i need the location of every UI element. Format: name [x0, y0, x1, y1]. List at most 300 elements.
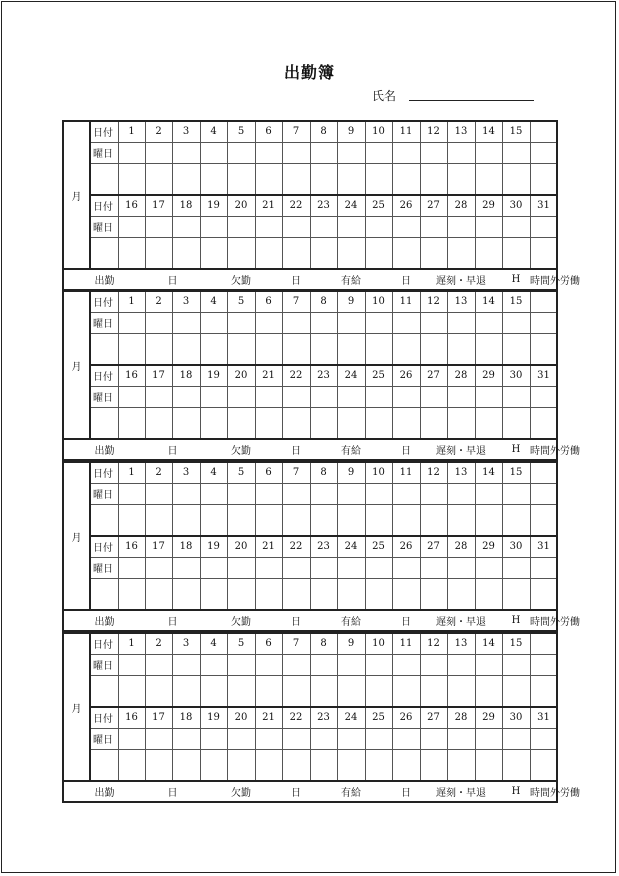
- attendance-entry-cell[interactable]: [502, 163, 530, 195]
- summary-unit-days[interactable]: 日: [282, 269, 310, 290]
- attendance-entry-cell[interactable]: [420, 333, 447, 365]
- weekday-cell[interactable]: [420, 483, 447, 504]
- attendance-entry-cell[interactable]: [502, 333, 530, 365]
- attendance-entry-cell[interactable]: [90, 237, 118, 269]
- attendance-entry-cell[interactable]: [475, 163, 502, 195]
- attendance-entry-cell[interactable]: [255, 578, 282, 610]
- weekday-cell[interactable]: [227, 142, 255, 163]
- weekday-cell[interactable]: [145, 654, 172, 675]
- weekday-cell[interactable]: [420, 728, 447, 749]
- weekday-cell[interactable]: [392, 557, 420, 578]
- attendance-entry-cell[interactable]: [145, 675, 172, 707]
- attendance-entry-cell[interactable]: [172, 749, 200, 781]
- weekday-cell[interactable]: [200, 216, 227, 237]
- weekday-cell[interactable]: [255, 142, 282, 163]
- weekday-cell[interactable]: [392, 312, 420, 333]
- attendance-entry-cell[interactable]: [118, 333, 145, 365]
- weekday-cell[interactable]: [310, 557, 337, 578]
- attendance-entry-cell[interactable]: [282, 675, 310, 707]
- attendance-entry-cell[interactable]: [227, 333, 255, 365]
- day-number: 2: [145, 633, 172, 654]
- attendance-entry-cell[interactable]: [282, 504, 310, 536]
- weekday-cell[interactable]: [420, 216, 447, 237]
- attendance-entry-cell[interactable]: [475, 333, 502, 365]
- attendance-entry-cell[interactable]: [200, 504, 227, 536]
- attendance-entry-cell[interactable]: [255, 333, 282, 365]
- attendance-entry-cell[interactable]: [90, 578, 118, 610]
- weekday-cell[interactable]: [365, 483, 392, 504]
- attendance-entry-cell[interactable]: [337, 333, 365, 365]
- weekday-cell[interactable]: [172, 142, 200, 163]
- attendance-entry-cell[interactable]: [337, 504, 365, 536]
- attendance-entry-cell[interactable]: [145, 504, 172, 536]
- attendance-entry-cell[interactable]: [502, 578, 530, 610]
- month-cell[interactable]: 月: [63, 291, 90, 439]
- weekday-cell[interactable]: [172, 386, 200, 407]
- weekday-cell[interactable]: [118, 654, 145, 675]
- weekday-cell[interactable]: [255, 483, 282, 504]
- attendance-entry-cell[interactable]: [530, 504, 557, 536]
- weekday-cell[interactable]: [310, 483, 337, 504]
- weekday-cell[interactable]: [420, 312, 447, 333]
- attendance-entry-cell[interactable]: [172, 333, 200, 365]
- attendance-entry-cell[interactable]: [255, 504, 282, 536]
- attendance-entry-cell[interactable]: [145, 749, 172, 781]
- attendance-entry-cell[interactable]: [530, 578, 557, 610]
- attendance-entry-cell[interactable]: [310, 504, 337, 536]
- attendance-entry-cell[interactable]: [365, 504, 392, 536]
- weekday-cell[interactable]: [502, 216, 530, 237]
- weekday-cell[interactable]: [530, 386, 557, 407]
- weekday-cell[interactable]: [310, 216, 337, 237]
- attendance-entry-cell[interactable]: [282, 333, 310, 365]
- attendance-entry-cell[interactable]: [282, 578, 310, 610]
- month-cell[interactable]: 月: [63, 121, 90, 269]
- attendance-entry-cell[interactable]: [310, 237, 337, 269]
- weekday-cell[interactable]: [420, 654, 447, 675]
- attendance-entry-cell[interactable]: [200, 675, 227, 707]
- weekday-cell[interactable]: [200, 557, 227, 578]
- weekday-cell[interactable]: [255, 216, 282, 237]
- weekday-cell[interactable]: [475, 216, 502, 237]
- attendance-entry-cell[interactable]: [530, 675, 557, 707]
- attendance-entry-cell[interactable]: [118, 237, 145, 269]
- attendance-entry-cell[interactable]: [365, 237, 392, 269]
- attendance-entry-cell[interactable]: [392, 333, 420, 365]
- attendance-entry-cell[interactable]: [365, 578, 392, 610]
- summary-unit-hours[interactable]: H: [502, 269, 530, 290]
- weekday-cell[interactable]: [282, 483, 310, 504]
- weekday-cell[interactable]: [200, 728, 227, 749]
- weekday-cell[interactable]: [475, 142, 502, 163]
- attendance-entry-cell[interactable]: [392, 163, 420, 195]
- date-row-label: 日付: [90, 195, 118, 216]
- attendance-entry-cell[interactable]: [200, 749, 227, 781]
- weekday-cell[interactable]: [475, 386, 502, 407]
- attendance-entry-cell[interactable]: [145, 407, 172, 439]
- attendance-entry-cell[interactable]: [392, 407, 420, 439]
- attendance-entry-cell[interactable]: [310, 749, 337, 781]
- weekday-cell[interactable]: [118, 312, 145, 333]
- weekday-cell[interactable]: [365, 216, 392, 237]
- weekday-cell[interactable]: [337, 557, 365, 578]
- attendance-entry-cell[interactable]: [530, 237, 557, 269]
- attendance-entry-cell[interactable]: [365, 675, 392, 707]
- weekday-cell[interactable]: [447, 483, 475, 504]
- weekday-cell[interactable]: [282, 557, 310, 578]
- weekday-cell[interactable]: [310, 728, 337, 749]
- weekday-cell[interactable]: [365, 312, 392, 333]
- day-number: 28: [447, 365, 475, 386]
- day-number: 27: [420, 365, 447, 386]
- summary-unit-days[interactable]: 日: [145, 269, 200, 290]
- weekday-cell[interactable]: [227, 312, 255, 333]
- weekday-cell[interactable]: [227, 728, 255, 749]
- name-field[interactable]: [409, 100, 534, 101]
- attendance-entry-cell[interactable]: [227, 407, 255, 439]
- weekday-cell[interactable]: [227, 386, 255, 407]
- attendance-entry-cell[interactable]: [420, 578, 447, 610]
- weekday-cell[interactable]: [502, 483, 530, 504]
- summary-unit-days[interactable]: 日: [282, 439, 310, 460]
- weekday-cell[interactable]: [447, 654, 475, 675]
- attendance-entry-cell[interactable]: [475, 504, 502, 536]
- attendance-entry-cell[interactable]: [447, 675, 475, 707]
- date-row-label: 日付: [90, 291, 118, 312]
- attendance-entry-cell[interactable]: [447, 504, 475, 536]
- weekday-cell[interactable]: [227, 654, 255, 675]
- attendance-entry-cell[interactable]: [447, 163, 475, 195]
- weekday-cell[interactable]: [255, 312, 282, 333]
- attendance-entry-cell[interactable]: [145, 333, 172, 365]
- weekday-cell[interactable]: [530, 483, 557, 504]
- attendance-entry-cell[interactable]: [172, 237, 200, 269]
- attendance-entry-cell[interactable]: [145, 237, 172, 269]
- weekday-cell[interactable]: [310, 312, 337, 333]
- attendance-entry-cell[interactable]: [447, 749, 475, 781]
- summary-unit-days[interactable]: 日: [282, 610, 310, 631]
- attendance-entry-cell[interactable]: [420, 407, 447, 439]
- weekday-cell[interactable]: [145, 483, 172, 504]
- day-number: 26: [392, 536, 420, 557]
- attendance-entry-cell[interactable]: [502, 749, 530, 781]
- attendance-entry-cell[interactable]: [255, 675, 282, 707]
- attendance-entry-cell[interactable]: [200, 407, 227, 439]
- day-number: 7: [282, 462, 310, 483]
- weekday-cell[interactable]: [447, 312, 475, 333]
- attendance-entry-cell[interactable]: [365, 333, 392, 365]
- weekday-cell[interactable]: [172, 728, 200, 749]
- weekday-cell[interactable]: [392, 386, 420, 407]
- attendance-entry-cell[interactable]: [392, 675, 420, 707]
- weekday-cell[interactable]: [227, 216, 255, 237]
- attendance-entry-cell[interactable]: [502, 407, 530, 439]
- weekday-cell[interactable]: [118, 728, 145, 749]
- attendance-entry-cell[interactable]: [118, 675, 145, 707]
- weekday-cell[interactable]: [310, 142, 337, 163]
- weekday-cell[interactable]: [530, 216, 557, 237]
- attendance-entry-cell[interactable]: [310, 407, 337, 439]
- attendance-entry-cell[interactable]: [172, 163, 200, 195]
- weekday-cell[interactable]: [172, 312, 200, 333]
- weekday-cell[interactable]: [255, 386, 282, 407]
- attendance-entry-cell[interactable]: [420, 749, 447, 781]
- attendance-entry-cell[interactable]: [365, 749, 392, 781]
- weekday-cell[interactable]: [118, 142, 145, 163]
- weekday-cell[interactable]: [337, 386, 365, 407]
- attendance-entry-cell[interactable]: [420, 504, 447, 536]
- weekday-cell[interactable]: [227, 483, 255, 504]
- attendance-entry-cell[interactable]: [447, 333, 475, 365]
- attendance-entry-cell[interactable]: [90, 749, 118, 781]
- weekday-cell[interactable]: [118, 557, 145, 578]
- weekday-cell[interactable]: [145, 386, 172, 407]
- weekday-cell[interactable]: [475, 312, 502, 333]
- weekday-cell[interactable]: [530, 557, 557, 578]
- weekday-cell[interactable]: [447, 557, 475, 578]
- weekday-cell[interactable]: [118, 386, 145, 407]
- summary-unit-days[interactable]: 日: [145, 781, 200, 802]
- weekday-cell[interactable]: [365, 728, 392, 749]
- day-number: 21: [255, 536, 282, 557]
- attendance-entry-cell[interactable]: [145, 163, 172, 195]
- summary-unit-days[interactable]: 日: [145, 439, 200, 460]
- attendance-entry-cell[interactable]: [530, 163, 557, 195]
- weekday-cell[interactable]: [447, 142, 475, 163]
- weekday-cell[interactable]: [200, 483, 227, 504]
- attendance-entry-cell[interactable]: [282, 749, 310, 781]
- weekday-cell[interactable]: [530, 654, 557, 675]
- attendance-entry-cell[interactable]: [118, 504, 145, 536]
- weekday-cell[interactable]: [475, 654, 502, 675]
- summary-unit-days[interactable]: 日: [392, 269, 420, 290]
- attendance-entry-cell[interactable]: [365, 163, 392, 195]
- attendance-entry-cell[interactable]: [200, 237, 227, 269]
- attendance-entry-cell[interactable]: [447, 237, 475, 269]
- summary-unit-hours[interactable]: H: [502, 439, 530, 460]
- attendance-entry-cell[interactable]: [90, 407, 118, 439]
- summary-unit-days[interactable]: 日: [282, 781, 310, 802]
- attendance-entry-cell[interactable]: [200, 163, 227, 195]
- weekday-cell[interactable]: [447, 728, 475, 749]
- weekday-cell[interactable]: [475, 728, 502, 749]
- summary-unit-hours[interactable]: H: [502, 781, 530, 802]
- weekday-cell[interactable]: [365, 654, 392, 675]
- attendance-entry-cell[interactable]: [255, 407, 282, 439]
- weekday-cell[interactable]: [255, 557, 282, 578]
- weekday-cell[interactable]: [392, 142, 420, 163]
- weekday-cell[interactable]: [392, 728, 420, 749]
- weekday-cell[interactable]: [282, 216, 310, 237]
- weekday-cell[interactable]: [310, 386, 337, 407]
- weekday-cell[interactable]: [118, 483, 145, 504]
- summary-unit-hours[interactable]: H: [502, 610, 530, 631]
- weekday-cell[interactable]: [447, 216, 475, 237]
- weekday-cell[interactable]: [145, 216, 172, 237]
- weekday-cell[interactable]: [172, 216, 200, 237]
- attendance-entry-cell[interactable]: [392, 504, 420, 536]
- attendance-entry-cell[interactable]: [392, 749, 420, 781]
- day-number: 11: [392, 121, 420, 142]
- attendance-entry-cell[interactable]: [420, 163, 447, 195]
- weekday-cell[interactable]: [172, 483, 200, 504]
- weekday-cell[interactable]: [420, 386, 447, 407]
- attendance-entry-cell[interactable]: [255, 163, 282, 195]
- weekday-cell[interactable]: [145, 312, 172, 333]
- attendance-entry-cell[interactable]: [337, 749, 365, 781]
- weekday-cell[interactable]: [475, 483, 502, 504]
- attendance-entry-cell[interactable]: [118, 749, 145, 781]
- attendance-entry-cell[interactable]: [310, 675, 337, 707]
- summary-label-overtime: 時間外労働: [530, 269, 557, 290]
- weekday-cell[interactable]: [420, 142, 447, 163]
- attendance-entry-cell[interactable]: [392, 578, 420, 610]
- attendance-entry-cell[interactable]: [255, 749, 282, 781]
- attendance-entry-cell[interactable]: [337, 237, 365, 269]
- attendance-entry-cell[interactable]: [310, 163, 337, 195]
- attendance-entry-cell[interactable]: [90, 333, 118, 365]
- weekday-cell[interactable]: [118, 216, 145, 237]
- attendance-entry-cell[interactable]: [420, 237, 447, 269]
- day-number: 28: [447, 707, 475, 728]
- attendance-entry-cell[interactable]: [200, 333, 227, 365]
- date-row-label: 日付: [90, 707, 118, 728]
- attendance-entry-cell[interactable]: [145, 578, 172, 610]
- attendance-entry-cell[interactable]: [282, 237, 310, 269]
- attendance-entry-cell[interactable]: [118, 163, 145, 195]
- weekday-cell[interactable]: [337, 728, 365, 749]
- attendance-entry-cell[interactable]: [90, 163, 118, 195]
- weekday-cell[interactable]: [337, 142, 365, 163]
- attendance-entry-cell[interactable]: [502, 237, 530, 269]
- attendance-entry-cell[interactable]: [227, 237, 255, 269]
- weekday-cell[interactable]: [502, 728, 530, 749]
- attendance-entry-cell[interactable]: [475, 578, 502, 610]
- weekday-cell[interactable]: [475, 557, 502, 578]
- weekday-cell[interactable]: [145, 728, 172, 749]
- attendance-entry-cell[interactable]: [337, 407, 365, 439]
- attendance-entry-cell[interactable]: [282, 407, 310, 439]
- attendance-entry-cell[interactable]: [172, 675, 200, 707]
- weekday-cell[interactable]: [200, 142, 227, 163]
- attendance-entry-cell[interactable]: [310, 333, 337, 365]
- weekday-cell[interactable]: [530, 728, 557, 749]
- attendance-entry-cell[interactable]: [227, 675, 255, 707]
- weekday-cell[interactable]: [282, 142, 310, 163]
- weekday-cell[interactable]: [392, 216, 420, 237]
- day-number: 24: [337, 365, 365, 386]
- weekday-cell[interactable]: [282, 312, 310, 333]
- attendance-entry-cell[interactable]: [200, 578, 227, 610]
- attendance-entry-cell[interactable]: [530, 407, 557, 439]
- weekday-cell[interactable]: [282, 654, 310, 675]
- attendance-entry-cell[interactable]: [90, 675, 118, 707]
- weekday-cell[interactable]: [310, 654, 337, 675]
- weekday-cell[interactable]: [502, 142, 530, 163]
- attendance-entry-cell[interactable]: [447, 407, 475, 439]
- weekday-cell[interactable]: [502, 557, 530, 578]
- attendance-entry-cell[interactable]: [365, 407, 392, 439]
- attendance-entry-cell[interactable]: [172, 504, 200, 536]
- weekday-cell[interactable]: [365, 557, 392, 578]
- attendance-entry-cell[interactable]: [502, 675, 530, 707]
- attendance-entry-cell[interactable]: [337, 675, 365, 707]
- weekday-cell[interactable]: [502, 654, 530, 675]
- attendance-entry-cell[interactable]: [118, 407, 145, 439]
- summary-unit-days[interactable]: 日: [392, 439, 420, 460]
- day-number: 26: [392, 707, 420, 728]
- summary-unit-days[interactable]: 日: [392, 610, 420, 631]
- attendance-entry-cell[interactable]: [337, 163, 365, 195]
- attendance-entry-cell[interactable]: [420, 675, 447, 707]
- attendance-entry-cell[interactable]: [172, 578, 200, 610]
- weekday-cell[interactable]: [502, 386, 530, 407]
- weekday-cell[interactable]: [337, 483, 365, 504]
- weekday-cell[interactable]: [365, 386, 392, 407]
- weekday-cell[interactable]: [502, 312, 530, 333]
- attendance-entry-cell[interactable]: [90, 504, 118, 536]
- summary-unit-days[interactable]: 日: [145, 610, 200, 631]
- weekday-cell[interactable]: [530, 312, 557, 333]
- weekday-cell[interactable]: [200, 312, 227, 333]
- weekday-cell[interactable]: [200, 654, 227, 675]
- attendance-entry-cell[interactable]: [227, 504, 255, 536]
- weekday-cell[interactable]: [337, 216, 365, 237]
- weekday-cell[interactable]: [255, 728, 282, 749]
- attendance-entry-cell[interactable]: [475, 237, 502, 269]
- weekday-cell[interactable]: [392, 483, 420, 504]
- weekday-cell[interactable]: [337, 312, 365, 333]
- attendance-entry-cell[interactable]: [502, 504, 530, 536]
- attendance-entry-cell[interactable]: [475, 675, 502, 707]
- attendance-entry-cell[interactable]: [310, 578, 337, 610]
- attendance-entry-cell[interactable]: [530, 749, 557, 781]
- month-cell[interactable]: 月: [63, 462, 90, 610]
- weekday-cell[interactable]: [172, 557, 200, 578]
- attendance-entry-cell[interactable]: [282, 163, 310, 195]
- weekday-cell[interactable]: [227, 557, 255, 578]
- attendance-entry-cell[interactable]: [475, 407, 502, 439]
- attendance-entry-cell[interactable]: [118, 578, 145, 610]
- summary-unit-days[interactable]: 日: [392, 781, 420, 802]
- weekday-cell[interactable]: [200, 386, 227, 407]
- weekday-cell[interactable]: [282, 728, 310, 749]
- day-number: 5: [227, 121, 255, 142]
- month-cell[interactable]: 月: [63, 633, 90, 781]
- attendance-entry-cell[interactable]: [530, 333, 557, 365]
- attendance-entry-cell[interactable]: [255, 237, 282, 269]
- attendance-entry-cell[interactable]: [227, 163, 255, 195]
- attendance-entry-cell[interactable]: [337, 578, 365, 610]
- weekday-cell[interactable]: [145, 557, 172, 578]
- weekday-cell[interactable]: [420, 557, 447, 578]
- attendance-entry-cell[interactable]: [447, 578, 475, 610]
- weekday-cell[interactable]: [365, 142, 392, 163]
- weekday-cell[interactable]: [447, 386, 475, 407]
- weekday-cell[interactable]: [172, 654, 200, 675]
- weekday-cell[interactable]: [392, 654, 420, 675]
- attendance-entry-cell[interactable]: [227, 578, 255, 610]
- weekday-cell[interactable]: [145, 142, 172, 163]
- attendance-entry-cell[interactable]: [392, 237, 420, 269]
- weekday-cell[interactable]: [530, 142, 557, 163]
- attendance-entry-cell[interactable]: [227, 749, 255, 781]
- attendance-entry-cell[interactable]: [172, 407, 200, 439]
- weekday-cell[interactable]: [255, 654, 282, 675]
- attendance-entry-cell[interactable]: [475, 749, 502, 781]
- weekday-cell[interactable]: [337, 654, 365, 675]
- weekday-cell[interactable]: [282, 386, 310, 407]
